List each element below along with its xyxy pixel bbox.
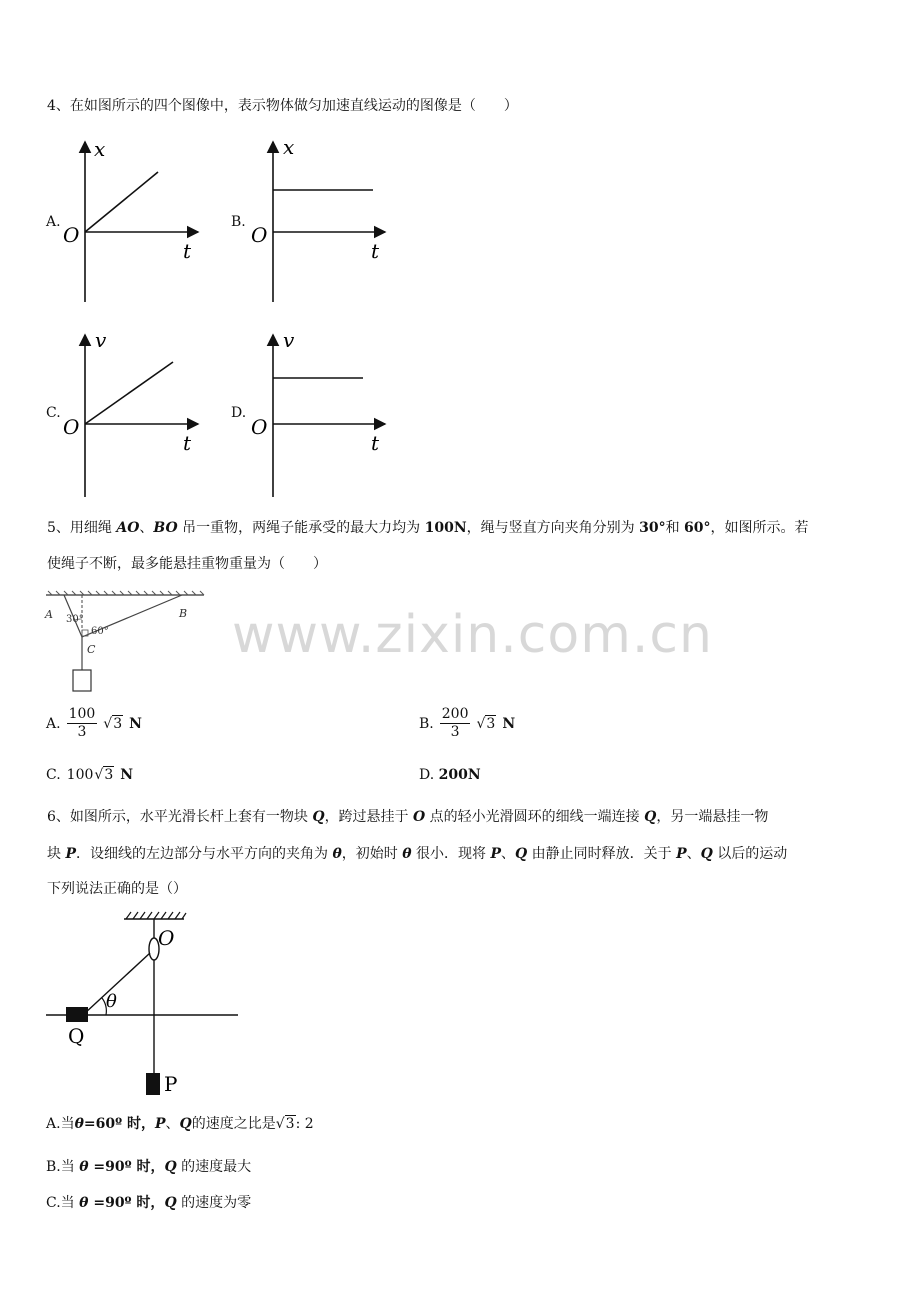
q5-option-a[interactable]: A. $\frac{100}{3}$ √3 N	[46, 706, 142, 740]
q5-option-c[interactable]: C. 100 √3 N	[46, 767, 134, 783]
q6-option-c[interactable]: C.当 θ =90º 时，Q 的速度为零	[46, 1195, 252, 1211]
q4-option-d-label: D.	[231, 405, 247, 421]
fraction: $\frac{100}{3}$	[68, 706, 96, 740]
question-5-line-2: 使绳子不断，最多能悬挂重物重量为（ ）	[47, 556, 327, 572]
label-a: A	[45, 608, 53, 621]
y-axis-label: x	[283, 135, 295, 159]
angle-30: 30°	[66, 614, 84, 625]
sqrt-symbol: √3	[103, 715, 123, 732]
label-o: O	[158, 926, 175, 950]
q6-figure	[44, 905, 244, 1100]
q4-graph-a	[55, 132, 210, 307]
label-p: P	[164, 1072, 178, 1096]
origin-label: O	[63, 223, 80, 247]
angle-60: 60°	[91, 626, 109, 637]
sqrt-symbol: √3	[476, 715, 496, 732]
question-6-line-2: 块 P．设细线的左边部分与水平方向的夹角为 θ，初始时 θ 很小．现将 P、Q 由静止同时释放．关于 P、Q 以后的运动	[47, 846, 788, 862]
q4-graph-c	[55, 325, 210, 500]
origin-label: O	[251, 223, 268, 247]
q5-option-d[interactable]: D. 200N	[419, 767, 481, 783]
q4-graph-d	[243, 325, 393, 500]
question-4-text: 4、在如图所示的四个图像中，表示物体做匀加速直线运动的图像是（ ）	[47, 98, 518, 114]
x-axis-label: t	[371, 431, 380, 455]
origin-label: O	[251, 415, 268, 439]
watermark: www.zixin.com.cn	[232, 605, 713, 665]
q4-graph-b	[243, 132, 393, 307]
label-theta: θ	[106, 991, 117, 1012]
weight-block	[73, 670, 91, 691]
fraction: $\frac{200}{3}$	[441, 706, 469, 740]
q5-option-b[interactable]: B. $\frac{200}{3}$ √3 N	[419, 706, 516, 740]
q4-option-b-label: B.	[231, 214, 246, 230]
q6-option-a[interactable]: A. 当 θ =60º 时， P 、 Q 的速度之比是 √3 : 2	[46, 1116, 314, 1132]
q5-figure	[44, 590, 209, 695]
rope-slanted	[84, 953, 150, 1014]
label-c: C	[87, 643, 96, 656]
block-q	[66, 1007, 88, 1022]
question-6-line-3: 下列说法正确的是（）	[47, 881, 187, 897]
label-b: B	[179, 607, 188, 620]
x-axis-label: t	[371, 239, 380, 263]
x-axis-label: t	[183, 239, 192, 263]
graph-line	[85, 362, 173, 424]
q6-option-b[interactable]: B.当 θ =90º 时，Q 的速度最大	[46, 1159, 252, 1175]
sqrt-symbol: √3	[275, 1116, 295, 1132]
sqrt-symbol: √3	[94, 767, 114, 783]
q4-option-a-label: A.	[46, 214, 61, 230]
y-axis-label: x	[94, 137, 106, 161]
origin-label: O	[63, 415, 80, 439]
block-p	[146, 1073, 160, 1095]
x-axis-label: t	[183, 431, 192, 455]
label-q: Q	[68, 1024, 85, 1048]
question-5-line-1: 5、用细绳 AO、BO 吊一重物，两绳子能承受的最大力均为 100N，绳与竖直方向夹角分别为 30°和 60°，如图所示。若	[47, 520, 809, 536]
question-6-line-1: 6、如图所示，水平光滑长杆上套有一物块 Q，跨过悬挂于 O 点的轻小光滑圆环的细线一端连接 Q，另一端悬挂一物	[47, 809, 769, 825]
q4-option-c-label: C.	[46, 405, 61, 421]
y-axis-label: v	[95, 328, 107, 352]
graph-line	[85, 172, 158, 232]
y-axis-label: v	[283, 328, 295, 352]
